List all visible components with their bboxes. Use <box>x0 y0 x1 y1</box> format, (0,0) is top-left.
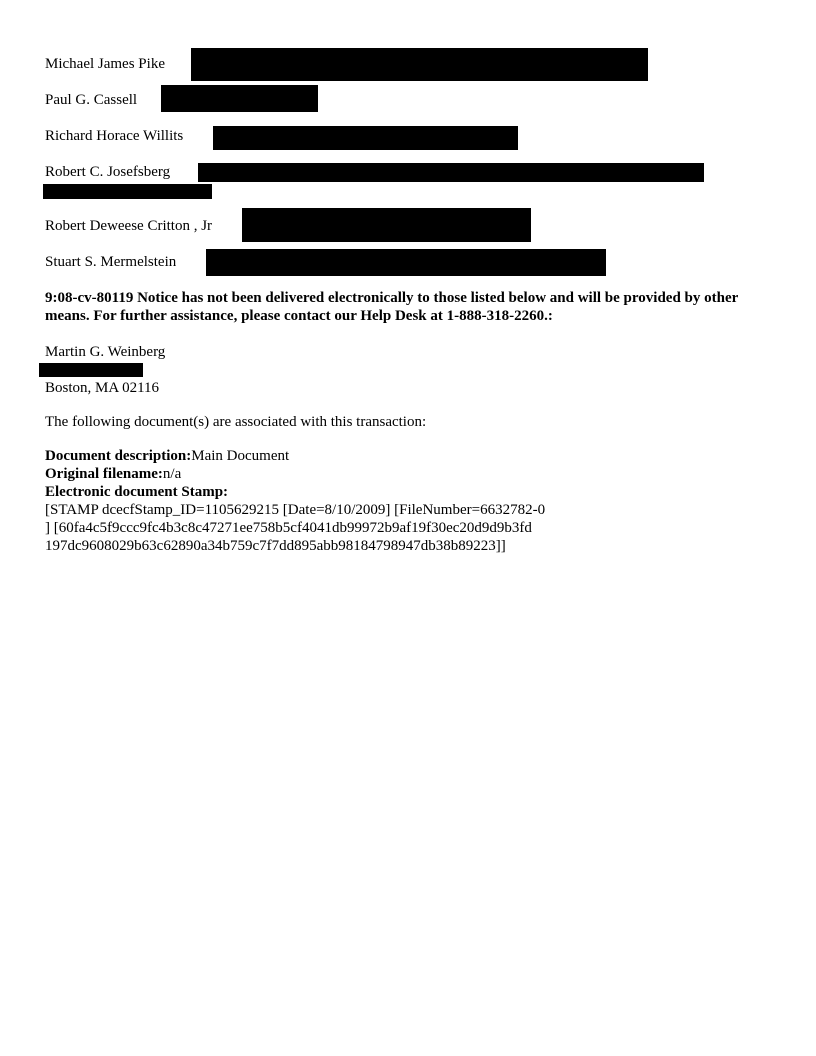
recipient-name-cassell: Paul G. Cassell <box>45 92 138 108</box>
redaction-bar <box>213 126 518 150</box>
redaction-bar <box>191 48 648 81</box>
document-description-value: Main Document <box>191 448 290 464</box>
stamp-line: 197dc9608029b63c62890a34b759c7f7dd895abb98184798947db38b89223]] <box>45 538 506 554</box>
stamp-line: ] [60fa4c5f9ccc9fc4b3c8c47271ee758b5cf4041db99972b9af19f30ec20d9d9b3fd <box>45 520 532 536</box>
redaction-bar <box>161 85 318 112</box>
electronic-stamp-label: Electronic document Stamp: <box>45 484 229 500</box>
mail-recipient-city: Boston, MA 02116 <box>45 380 160 396</box>
stamp-line: [STAMP dcecfStamp_ID=1105629215 [Date=8/10/2009] [FileNumber=6632782-0 <box>45 502 546 518</box>
redaction-bar <box>39 363 143 377</box>
recipient-name-pike: Michael James Pike <box>45 56 165 72</box>
notice-paragraph: 9:08-cv-80119 Notice has not been delivered electronically to those listed below and will be provided by other means. For further assistance, please contact our Help Desk at 1-888-318-2260.: <box>45 290 739 324</box>
recipient-name-willits: Richard Horace Willits <box>45 128 184 144</box>
redaction-bar <box>43 184 212 199</box>
document-description-line <box>45 447 289 465</box>
original-filename-line <box>45 465 181 483</box>
redaction-bar <box>198 163 704 182</box>
original-filename-label: Original filename: <box>45 466 163 482</box>
document-description-label: Document description: <box>45 448 192 464</box>
electronic-stamp-block <box>45 501 545 555</box>
redaction-bar <box>242 208 531 242</box>
redaction-bar <box>206 249 606 276</box>
original-filename-value: n/a <box>162 466 182 482</box>
recipient-name-mermelstein: Stuart S. Mermelstein <box>45 254 177 270</box>
associated-documents-text: The following document(s) are associated with this transaction: <box>45 414 427 430</box>
recipient-name-josefsberg: Robert C. Josefsberg <box>45 164 171 180</box>
recipient-name-critton: Robert Deweese Critton , Jr <box>45 218 213 234</box>
mail-recipient-name: Martin G. Weinberg <box>45 344 166 360</box>
